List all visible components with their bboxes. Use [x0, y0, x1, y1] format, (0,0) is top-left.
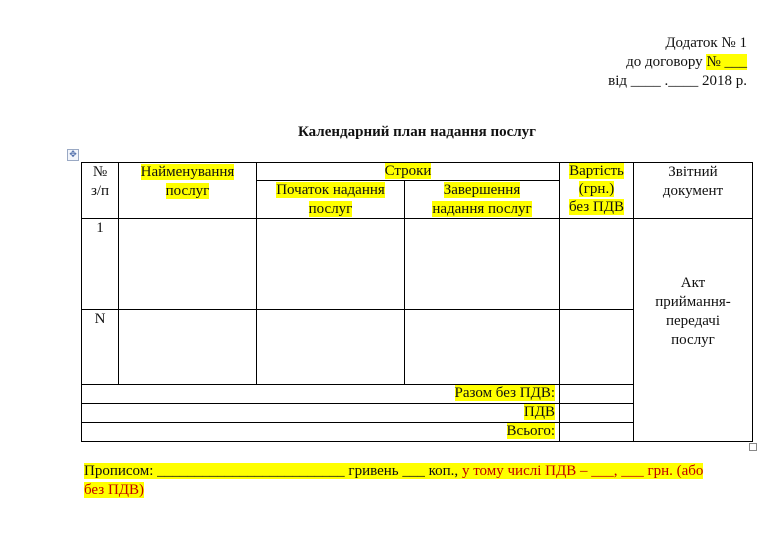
- table-row-N-num: N: [94, 311, 106, 327]
- table-row-1-num: 1: [96, 220, 104, 236]
- table-border-bottom: [81, 441, 753, 442]
- header-start: Початок надання послуг: [276, 182, 385, 217]
- document-title: Календарний план надання послуг: [298, 124, 536, 140]
- contract-number: № ___: [706, 54, 747, 70]
- contract-date: від ____ .____ 2018 р.: [608, 73, 747, 89]
- header-cost: Вартість (грн.) без ПДВ: [568, 163, 625, 215]
- kop-blank: ___: [402, 463, 425, 479]
- total-label: Всього:: [506, 423, 555, 439]
- amount-words-blank: _________________________: [157, 463, 345, 479]
- vat-clause-end: без ПДВ): [84, 482, 145, 498]
- row1-bottom-line: [81, 309, 634, 310]
- header-end: Завершення надання послуг: [432, 182, 532, 217]
- vat-clause: у тому числі ПДВ – ___, ___ грн. (або: [461, 463, 704, 479]
- report-document-cell: Акт приймання- передачі послуг: [655, 275, 731, 348]
- vat-label: ПДВ: [523, 404, 555, 420]
- table-border-right: [752, 162, 753, 442]
- contract-ref: до договору № ___: [626, 54, 747, 70]
- appendix-number: Додаток № 1: [665, 35, 747, 51]
- table-move-handle-icon[interactable]: ✥: [67, 149, 79, 161]
- amount-in-words: Прописом: _________________________ гривень ___ коп., у тому числі ПДВ – ___, ___ грн. (або без ПДВ): [84, 463, 704, 498]
- appendix-header: [608, 34, 747, 91]
- header-report: Звітний документ: [662, 164, 724, 199]
- header-num: № з/п: [90, 164, 110, 199]
- table-resize-handle[interactable]: [749, 443, 757, 451]
- header-terms: Строки: [384, 163, 432, 179]
- subtotal-label: Разом без ПДВ:: [454, 385, 555, 401]
- header-name: Найменування послуг: [140, 164, 235, 199]
